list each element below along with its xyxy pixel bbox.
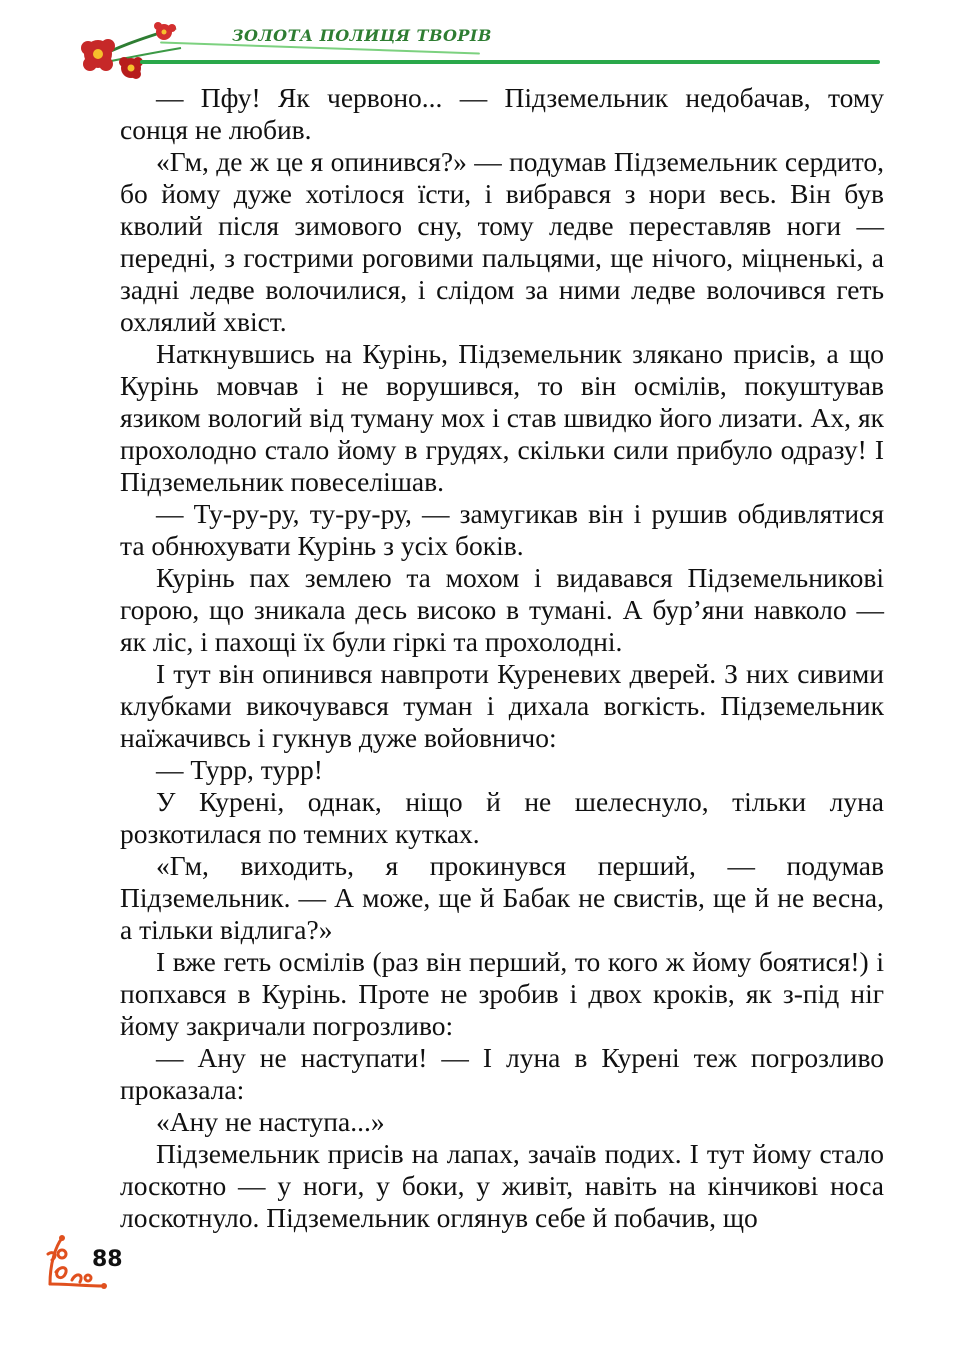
paragraph: І вже геть осмілів (раз він перший, то кого ж йому боятися!) і попхався в Курінь. Проте не зробив і двох кроків, як з-під ніг йому закричали погрозливо: — [120, 946, 884, 1041]
paragraph: «Гм, виходить, я прокинувся перший, — подумав Підземельник. — А може, ще й Бабак не свистів, ще й не весна, а тільки відлига?» — [120, 850, 884, 945]
paragraph: У Курені, однак, ніщо й не шелеснуло, тільки луна розкотилася по темних кутках. — [120, 786, 884, 849]
paragraph: Підземельник присів на лапах, зачаїв подих. І тут йому стало лоскотно — у ноги, у боки, у живіт, навіть на кінчикові носа лоскотнуло. Підземельник оглянув себе й побачив, що — [120, 1138, 884, 1233]
paragraph: «Ану не наступа...» — [156, 1106, 385, 1137]
paragraph: — Ану не наступати! — І луна в Курені теж погрозливо проказала: — [120, 1042, 884, 1105]
header-rule — [140, 60, 880, 64]
carnation-flowers-icon — [76, 18, 186, 82]
paragraph: Наткнувшись на Курінь, Підземельник злякано присів, а що Курінь мовчав і не ворушився, то він осмілів, покуштував язиком вологий від туману мох і став швидко його лизати. Ах, як прохолодно стало йому в грудях, скільки сили прибуло одразу! І Підземельник повеселішав. — [120, 338, 884, 497]
story-text — [120, 82, 884, 1234]
paragraph: Курінь пах землею та мохом і видавався Підземельникові горою, що зникала десь високо в тумані. А бур’яни навколо — як ліс, і пахощі їх були гіркі та прохолодні. — [120, 562, 884, 657]
series-title: ЗОЛОТА ПОЛИЦЯ ТВОРІВ — [232, 26, 492, 45]
paragraph: — Турр, турр! — [156, 754, 323, 785]
page-header — [0, 0, 963, 90]
paragraph: «Гм, де ж це я опинився?» — подумав Підземельник сердито, бо йому дуже хотілося їсти, і вибрався з нори весь. Він був кволий після зимового сну, тому ледве переставляв ноги — передні, з гострими роговими пальцями, ще нічого, міцненькі, а задні ледве волочилися, і слідом за ними ледве волочився геть охлялий хвіст. — [120, 146, 884, 337]
paragraph: — Пфу! Як червоно... — Підземельник недобачав, тому сонця не любив. — [120, 82, 884, 145]
paragraph: І тут він опинився навпроти Куреневих дверей. З них сивими клубками викочувався туман і дихала вогкість. Підземельник наїжачивсь і гукнув дуже войовничо: — [120, 658, 884, 753]
paragraph: — Ту-ру-ру, ту-ру-ру, — замугикав він і рушив обдивлятися та обнюхувати Курінь з усіх боків. — [120, 498, 884, 561]
page-number: 88 — [92, 1247, 123, 1272]
